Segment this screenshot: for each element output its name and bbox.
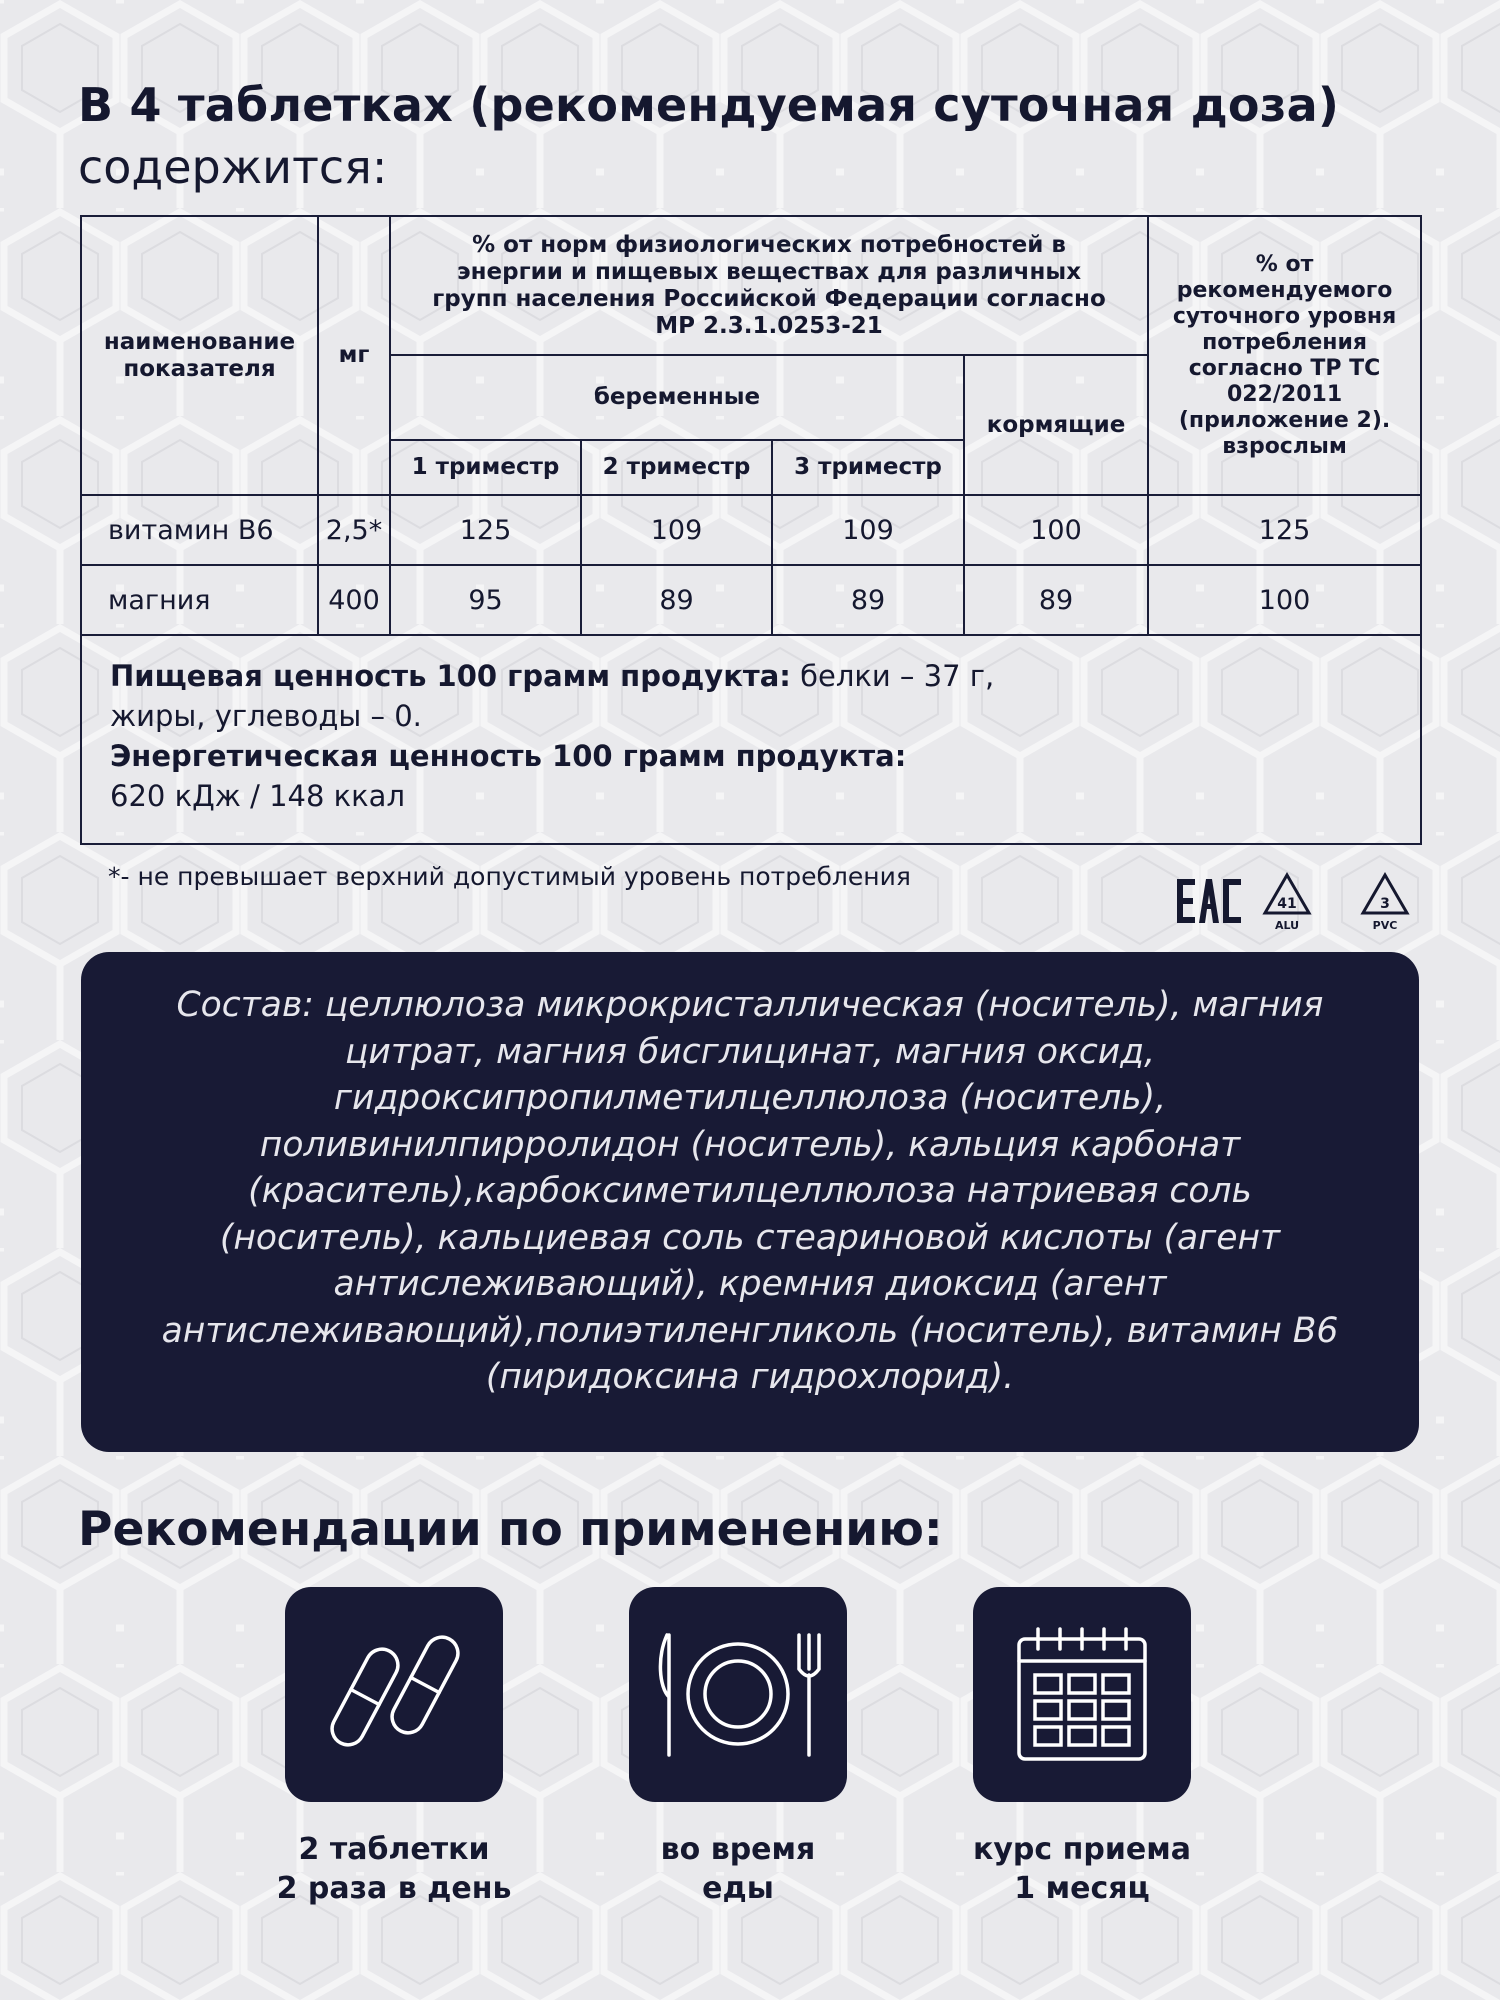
row-trimester-1: 95 [390, 565, 581, 635]
nutrition-facts [81, 635, 1421, 844]
svg-text:3: 3 [1380, 896, 1390, 912]
svg-text:ALU: ALU [1274, 919, 1300, 932]
header-trimester-2: 2 триместр [581, 440, 772, 495]
header-trimester-3: 3 триместр [772, 440, 964, 495]
row-name: магния [81, 565, 318, 635]
header-lactating: кормящие [964, 355, 1148, 495]
capsules-icon [285, 1587, 503, 1802]
recommendations-title: Рекомендации по применению: [78, 1502, 943, 1557]
header-trimester-1: 1 триместр [390, 440, 581, 495]
page-title: В 4 таблетках (рекомендуемая суточная доза) [78, 78, 1340, 132]
row-mg: 400 [318, 565, 390, 635]
composition-text: Состав: целлюлоза микрокристаллическая (носитель), магния цитрат, магния бисглицинат, магния оксид, гидроксипропилметилцеллюлоза (носитель), поливинилпирролидон (носитель), кальция карбонат (краситель),карбоксиметилцеллюлоза натриевая соль (носитель), кальциевая соль стеариновой кислоты (агент антислеживающий), кремния диоксид (агент антислеживающий),полиэтиленгликоль (носитель), витамин В6 (пиридоксина гидрохлорид). [161, 985, 1339, 1397]
header-indicator-name: наименование показателя [81, 216, 318, 495]
table-row [81, 495, 1421, 565]
row-trimester-3: 109 [772, 495, 964, 565]
header-mg: мг [318, 216, 390, 495]
nutrition-value-1: белки – 37 г, [790, 659, 995, 693]
course-line-1: курс приема [973, 1832, 1191, 1867]
dosage-line-1: 2 таблетки [298, 1832, 490, 1867]
row-lactating: 89 [964, 565, 1148, 635]
timing-line-2: еды [702, 1871, 774, 1906]
header-pregnant: беременные [390, 355, 964, 440]
svg-text:ЕАС: ЕАС [1209, 873, 1212, 874]
header-recommended-level: % от рекомендуемого суточного уровня потребления согласно ТР ТС 022/2011 (приложение 2). взрослым [1148, 216, 1421, 495]
recommendation-dosage [234, 1830, 554, 1908]
plate-icon [629, 1587, 847, 1802]
energy-label: Энергетическая ценность 100 грамм продукта: [110, 739, 907, 773]
row-trimester-2: 109 [581, 495, 772, 565]
nutrition-table [80, 215, 1422, 845]
row-recommended: 125 [1148, 495, 1421, 565]
row-trimester-1: 125 [390, 495, 581, 565]
row-trimester-2: 89 [581, 565, 772, 635]
row-name: витамин В6 [81, 495, 318, 565]
dosage-line-2: 2 раза в день [276, 1871, 512, 1906]
composition-box [81, 952, 1419, 1452]
timing-line-1: во время [660, 1832, 816, 1867]
recycle-alu-icon [1265, 875, 1309, 932]
row-recommended: 100 [1148, 565, 1421, 635]
table-row [81, 565, 1421, 635]
row-lactating: 100 [964, 495, 1148, 565]
row-mg: 2,5* [318, 495, 390, 565]
certification-marks [1175, 865, 1425, 935]
recycle-pvc-icon [1363, 875, 1407, 932]
svg-text:41: 41 [1277, 896, 1297, 912]
row-trimester-3: 89 [772, 565, 964, 635]
recommendation-course [922, 1830, 1242, 1908]
footnote: *- не превышает верхний допустимый уровень потребления [108, 862, 911, 891]
svg-text:PVC: PVC [1372, 919, 1398, 932]
header-physiological-norms: % от норм физиологических потребностей в энергии и пищевых веществах для различных групп населения Российской Федерации согласно МР 2.3.1.0253-21 [390, 216, 1148, 355]
course-line-2: 1 месяц [1014, 1871, 1150, 1906]
eac-mark-icon [1177, 871, 1241, 923]
page-subtitle: содержится: [78, 140, 388, 194]
energy-value: 620 кДж / 148 ккал [110, 779, 405, 813]
nutrition-value-2: жиры, углеводы – 0. [110, 699, 422, 733]
recommendation-timing [578, 1830, 898, 1908]
nutrition-label: Пищевая ценность 100 грамм продукта: [110, 659, 791, 693]
calendar-icon [973, 1587, 1191, 1802]
